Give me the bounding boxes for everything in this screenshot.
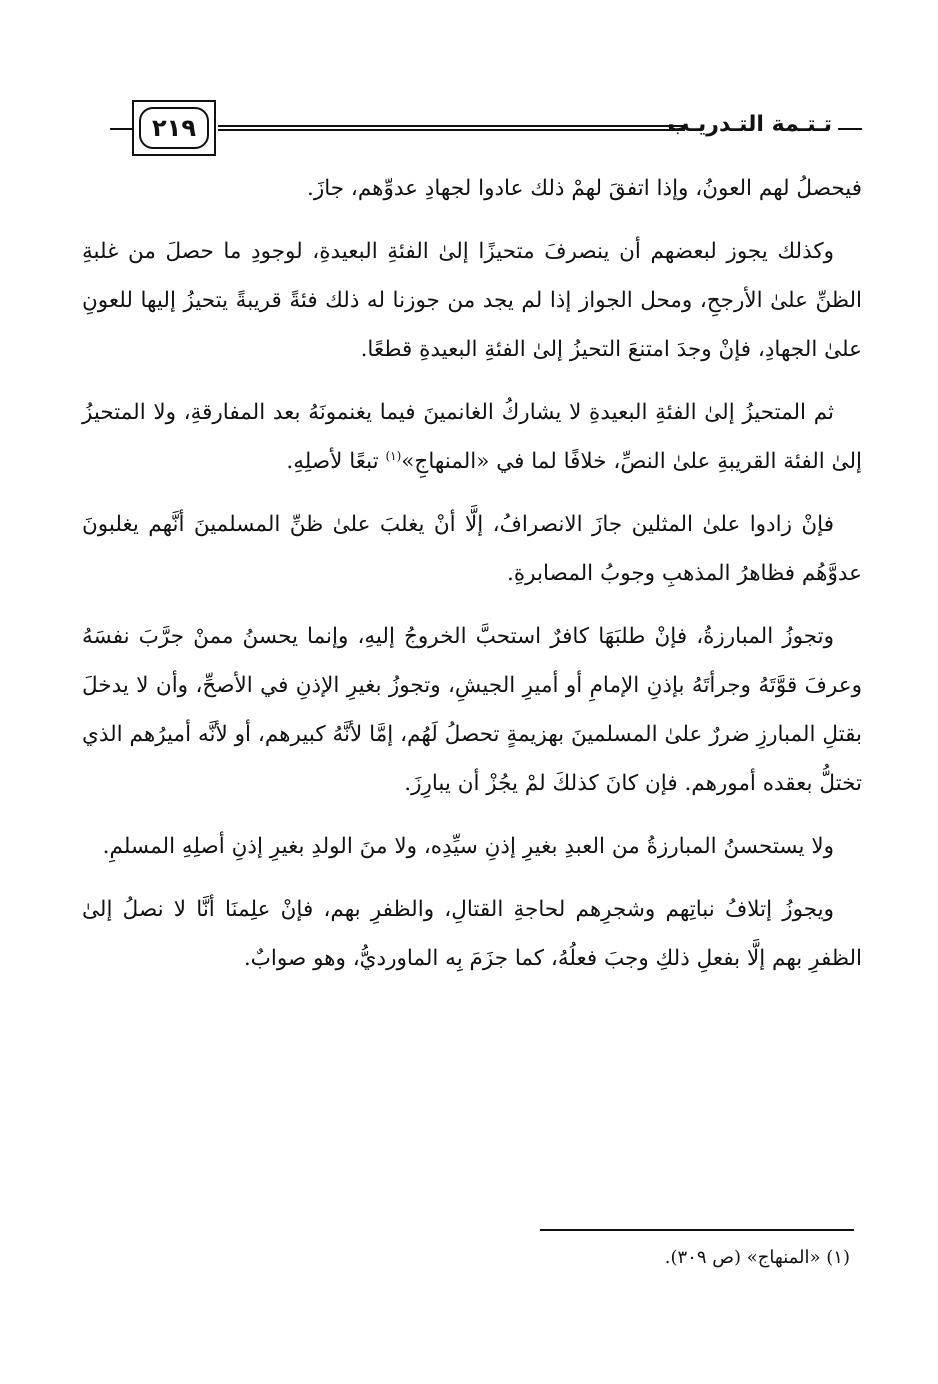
header-rule-left <box>110 128 132 130</box>
paragraph: ولا يستحسنُ المبارزةُ من العبدِ بغيرِ إذنِ سيِّدِه، ولا منَ الولدِ بغيرِ إذنِ أصلِهِ المسلمِ. <box>102 834 834 859</box>
paragraph-with-footnote <box>82 388 862 486</box>
footnote: (١) «المنهاج» (ص ٣٠٩). <box>664 1247 850 1268</box>
page-number: ٢١٩ <box>139 107 209 149</box>
header-rule-right <box>838 128 862 130</box>
footnotes <box>82 1240 850 1276</box>
footnote-reference[interactable]: (١) <box>385 448 402 463</box>
footnote-separator <box>540 1229 854 1231</box>
page-number-frame <box>132 100 216 156</box>
paragraph: فيحصلُ لهم العونُ، وإذا اتفقَ لهمْ ذلك عادوا لجهادِ عدوِّهم، جازَ. <box>306 176 862 201</box>
paragraph: فإنْ زادوا علىٰ المثلين جازَ الانصرافُ، إلَّا أنْ يغلبَ علىٰ ظنِّ المسلمينَ أنَّهم يغلبونَ عدوَّهُم فظاهرُ المذهبِ وجوبُ المصابرةِ. <box>82 512 862 586</box>
running-header <box>110 100 862 162</box>
paragraph: وتجوزُ المبارزةُ، فإنْ طلبَهَا كافرٌ استحبَّ الخروجُ إليهِ، وإنما يحسنُ ممنْ جرَّبَ نفسَهُ وعرفَ قوَّتَهُ وجرأتَهُ بإذنِ الإمامِ أو أميرِ الجيشِ، وتجوزُ بغيرِ الإذنِ في الأصحِّ، وأن لا يدخلَ بقتلِ المبارزِ ضررٌ علىٰ المسلمينَ بهزيمةٍ تحصلُ لَهُم، إمَّا لأنَّهُ كبيرهم، أو لأنَّه أميرُهم الذي تختلُّ بعقده أمورهم. فإن كانَ كذلكَ لمْ يجُزْ أن يبارِزَ. <box>82 624 862 796</box>
main-text <box>82 164 862 997</box>
paragraph: وكذلك يجوز لبعضهم أن ينصرفَ متحيزًا إلىٰ الفئةِ البعيدةِ، لوجودِ ما حصلَ من غلبةِ الظنِّ علىٰ الأرجحِ، ومحل الجواز إذا لم يجد من جوزنا له ذلك فئةً قريبةً يتحيزُ إليها للعونِ علىٰ الجهادِ، فإنْ وجدَ امتنعَ التحيزُ إلىٰ الفئةِ البعيدةِ قطعًا. <box>82 239 862 362</box>
paragraph-text: ثم المتحيزُ إلىٰ الفئةِ البعيدةِ لا يشاركُ الغانمينَ فيما يغنمونَهُ بعد المفارقةِ، ولا المتحيزُ إلىٰ الفئة القريبةِ علىٰ النصِّ، خلافًا لما في «المنهاجِ» <box>82 400 862 474</box>
paragraph-text: تبعًا لأصلِهِ. <box>286 449 386 474</box>
paragraph: ويجوزُ إتلافُ نباتِهم وشجرِهم لحاجةِ القتالِ، والظفرِ بهم، فإنْ علِمنَا أنَّا لا نصلُ إلىٰ الظفرِ بهم إلَّا بفعلِ ذلكِ وجبَ فعلُهُ، كما جزَمَ بِه الماورديُّ، وهو صوابٌ. <box>82 897 862 971</box>
header-double-rule <box>218 125 685 131</box>
running-title: تـتـمة التـدريـب <box>667 112 832 137</box>
